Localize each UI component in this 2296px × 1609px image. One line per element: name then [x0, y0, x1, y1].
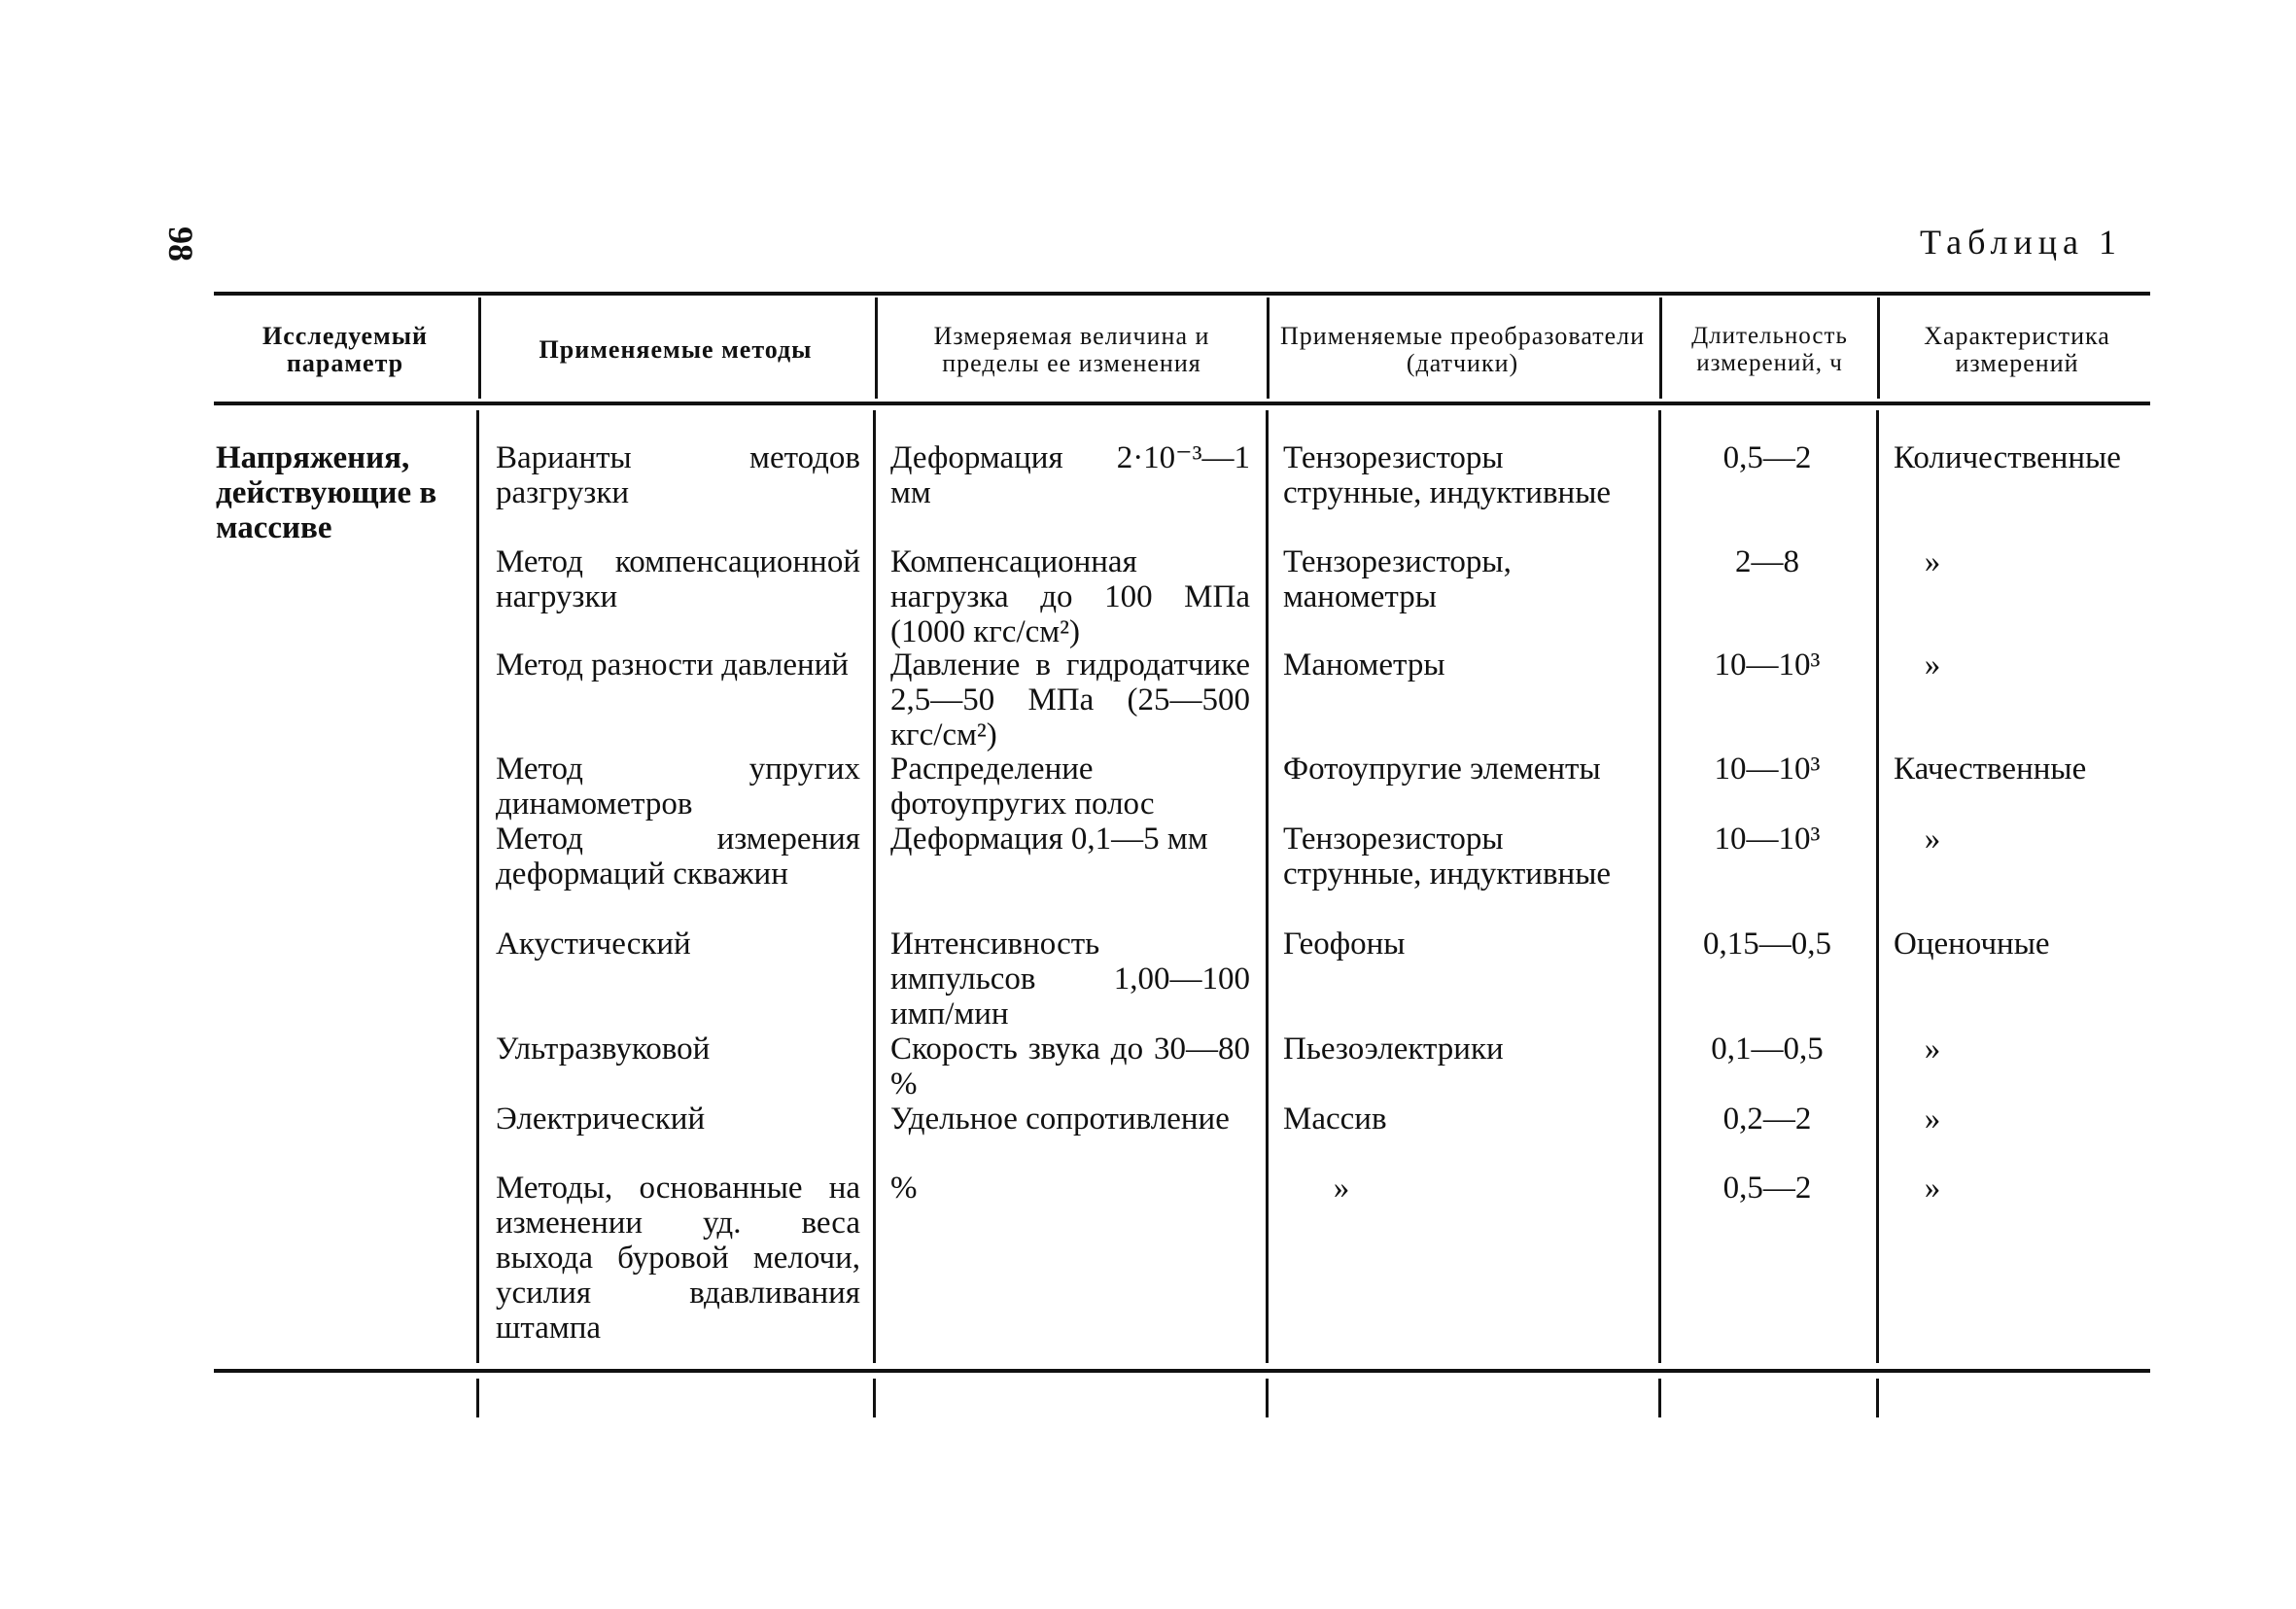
column-divider: [476, 1379, 479, 1417]
column-divider: [1876, 1379, 1879, 1417]
column-divider: [1266, 410, 1269, 1363]
header-quantity: Измеряемая величина и пределы ее изменения: [933, 322, 1210, 377]
character-cell: »: [1924, 1032, 1941, 1067]
method-cell: Электрический: [496, 1102, 706, 1137]
header-character: Характеристика измерений: [1924, 322, 2110, 377]
header-parameter: Исследуемый параметр: [262, 322, 428, 377]
quantity-cell: %: [890, 1171, 918, 1206]
duration-cell: 0,5—2: [1722, 1171, 1812, 1206]
quantity-cell: Деформация 2·10⁻³—1 мм: [890, 440, 1250, 510]
duration-cell: 0,5—2: [1722, 440, 1812, 475]
header-duration: Длительность измерений, ч: [1691, 323, 1848, 376]
character-cell: Количественные: [1894, 440, 2121, 475]
character-cell: Качественные: [1894, 752, 2087, 787]
character-cell: »: [1924, 822, 1941, 857]
duration-cell: 10—10³: [1714, 647, 1821, 682]
header-sensors: Применяемые преобразователи (датчики): [1280, 322, 1645, 377]
duration-cell: 0,1—0,5: [1711, 1032, 1824, 1067]
column-divider: [1877, 297, 1880, 399]
column-divider: [1876, 410, 1879, 1363]
method-cell: Методы, основанные на изменении уд. веса выхода буровой мелочи, усилия вдавливания штампа: [496, 1171, 860, 1346]
quantity-cell: Давление в гидродатчике 2,5—50 МПа (25—500 кгс/см²): [890, 647, 1250, 752]
sensors-cell: Массив: [1283, 1102, 1387, 1137]
quantity-cell: Распределение фотоупругих полос: [890, 752, 1155, 822]
duration-cell: 10—10³: [1714, 822, 1821, 857]
character-cell: »: [1924, 647, 1941, 682]
sensors-cell: Тензорезисторы струнные, индуктивные: [1283, 822, 1612, 892]
method-cell: Метод компенсационной нагрузки: [496, 544, 860, 614]
duration-cell: 0,2—2: [1722, 1102, 1812, 1137]
column-divider: [873, 1379, 876, 1417]
column-divider: [1267, 297, 1270, 399]
method-cell: Акустический: [496, 927, 691, 962]
quantity-cell: Деформация 0,1—5 мм: [890, 822, 1208, 857]
quantity-cell: Интенсивность импульсов 1,00—100 имп/мин: [890, 927, 1250, 1032]
column-divider: [1658, 1379, 1661, 1417]
sensors-cell: »: [1333, 1171, 1350, 1206]
character-cell: »: [1924, 1102, 1941, 1137]
sensors-cell: Пьезоэлектрики: [1283, 1032, 1504, 1067]
table-top-rule: [214, 292, 2150, 296]
column-divider: [1659, 297, 1662, 399]
duration-cell: 0,15—0,5: [1703, 927, 1831, 962]
column-divider: [875, 297, 878, 399]
method-cell: Варианты методов разгрузки: [496, 440, 860, 510]
method-cell: Метод разности давлений: [496, 647, 849, 682]
quantity-cell: Компенсационная нагрузка до 100 МПа (1000 кгс/см²): [890, 544, 1250, 649]
character-cell: »: [1924, 544, 1941, 579]
column-divider: [478, 297, 481, 399]
method-cell: Ультразвуковой: [496, 1032, 711, 1067]
table-bottom-rule: [214, 1369, 2150, 1373]
column-divider: [1266, 1379, 1269, 1417]
parameter-cell: Напряжения, действующие в массиве: [216, 440, 437, 545]
page-number: 98: [161, 227, 200, 262]
column-divider: [873, 410, 876, 1363]
duration-cell: 10—10³: [1714, 752, 1821, 787]
sensors-cell: Геофоны: [1283, 927, 1406, 962]
table-caption: Таблица 1: [1920, 223, 2122, 262]
quantity-cell: Скорость звука до 30—80 %: [890, 1032, 1250, 1102]
character-cell: »: [1924, 1171, 1941, 1206]
column-divider: [476, 410, 479, 1363]
header-methods: Применяемые методы: [539, 335, 813, 364]
duration-cell: 2—8: [1735, 544, 1799, 579]
sensors-cell: Тензорезисторы струнные, индуктивные: [1283, 440, 1612, 510]
method-cell: Метод измерения деформаций скважин: [496, 822, 860, 892]
sensors-cell: Тензорезисторы, манометры: [1283, 544, 1512, 614]
quantity-cell: Удельное сопротивление: [890, 1102, 1230, 1137]
sensors-cell: Манометры: [1283, 647, 1445, 682]
character-cell: Оценочные: [1894, 927, 2050, 962]
header-bottom-rule: [214, 402, 2150, 405]
method-cell: Метод упругих динамометров: [496, 752, 860, 822]
sensors-cell: Фотоупругие элементы: [1283, 752, 1601, 787]
column-divider: [1658, 410, 1661, 1363]
